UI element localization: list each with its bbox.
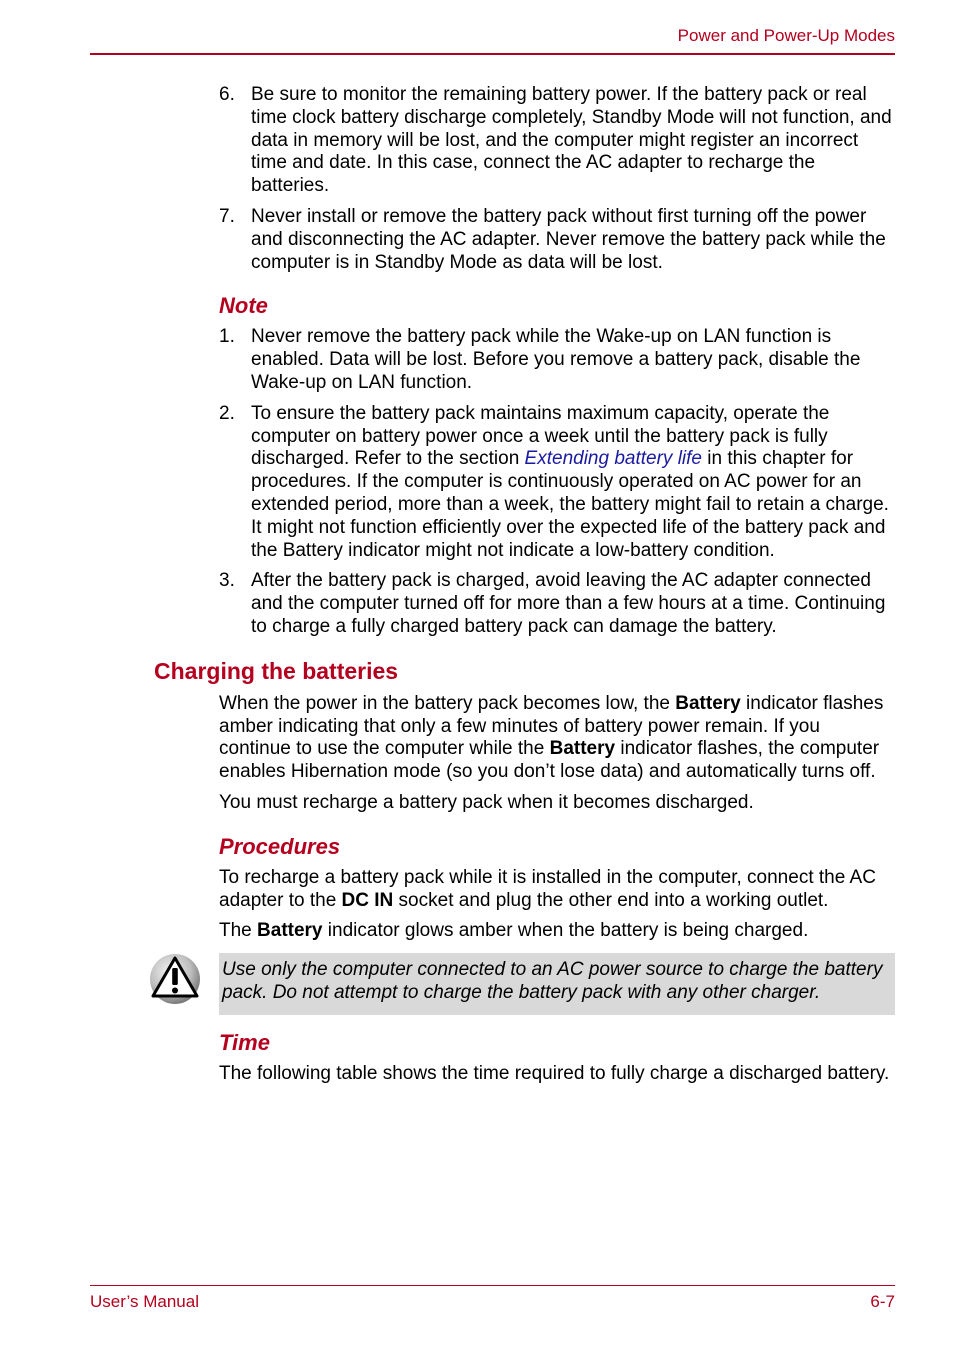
text-run: indicator flashes, the computer enables Hibernation mode (so you don’t lose data) and automatically turns off. — [219, 738, 880, 783]
extending-battery-life-link[interactable]: Extending battery life — [524, 448, 702, 470]
list-text: After the battery pack is charged, avoid leaving the AC adapter connected and the computer turned off for more than a few hours at a time. Continuing to charge a fully charged battery pack can damage the battery. — [251, 570, 886, 637]
procedures-heading: Procedures — [219, 833, 341, 859]
list-number: 7. — [219, 205, 235, 227]
list-item — [219, 206, 895, 274]
text-run: When the power in the battery pack becomes low, the — [219, 692, 676, 714]
list-number: 6. — [219, 84, 235, 105]
list-item — [219, 326, 895, 394]
battery-indicator-paragraph — [219, 920, 895, 943]
footer-manual-title: User’s Manual — [90, 1292, 199, 1311]
text-run: socket and plug the other end into a working outlet. — [393, 889, 829, 911]
list-text: Never remove the battery pack while the Wake-up on LAN function is enabled. Data will be lost. Before you remove a battery pack, disable the Wake-up on LAN function. — [251, 326, 861, 393]
list-number: 3. — [219, 570, 235, 592]
note-heading: Note — [219, 293, 268, 319]
list-item — [219, 403, 895, 563]
page-content — [154, 84, 895, 1086]
warning-text: Use only the computer connected to an AC power source to charge the battery pack. Do not attempt to charge the battery pack with any other charger. — [219, 953, 895, 1015]
time-paragraph: The following table shows the time required to fully charge a discharged battery. — [219, 1062, 890, 1084]
time-heading: Time — [219, 1029, 270, 1055]
list-item — [219, 84, 895, 198]
list-text-start: To ensure the battery pack maintains maximum capacity, operate the computer on battery power once a week until the battery pack is fully discharged. Refer to the section — [251, 402, 830, 470]
text-run: To recharge a battery pack while it is installed in the computer, connect the AC adapter to the — [219, 866, 876, 911]
footer-rule — [90, 1285, 895, 1286]
section-heading-charging: Charging the batteries — [154, 657, 399, 684]
warning-callout — [219, 953, 895, 1015]
list-text: Never install or remove the battery pack without first turning off the power and disconnecting the AC adapter. Never remove the battery pack while the computer is in Standby Mode as data will be lost. — [251, 205, 886, 273]
bold-term: Battery — [675, 692, 741, 714]
list-item — [219, 570, 895, 638]
bold-term: Battery — [549, 738, 616, 760]
warning-triangle-icon — [149, 953, 201, 1005]
header-rule — [90, 53, 895, 55]
page-number: 6-7 — [870, 1292, 895, 1311]
text-run: The — [219, 920, 258, 942]
bold-term: Battery — [257, 920, 323, 942]
procedures-paragraph — [219, 867, 895, 913]
text-run: indicator flashes amber indicating that only a few minutes of battery power remain. If you continue to use the computer while the — [219, 692, 884, 760]
text-run: indicator glows amber when the battery is being charged. — [322, 920, 809, 942]
list-number: 1. — [219, 326, 235, 348]
recharge-paragraph: You must recharge a battery pack when it becomes discharged. — [219, 791, 754, 813]
list-text: Be sure to monitor the remaining battery power. If the battery pack or real time clock battery discharge completely, Standby Mode will not function, and data in memory will be lost, and the computer might register an incorrect time and date. In this case, connect the AC adapter to recharge the batteries. — [251, 84, 892, 197]
charging-paragraph — [219, 693, 895, 784]
bold-term: DC IN — [341, 889, 394, 911]
running-header: Power and Power-Up Modes — [677, 26, 895, 45]
list-number: 2. — [219, 402, 235, 424]
list-text-end: in this chapter for procedures. If the computer is continuously operated on AC power for an extended period, more than a week, the battery might fail to retain a charge. It might not function efficiently over the expected life of the battery pack and the Battery indicator might not indicate a low-battery condition. — [251, 448, 889, 561]
